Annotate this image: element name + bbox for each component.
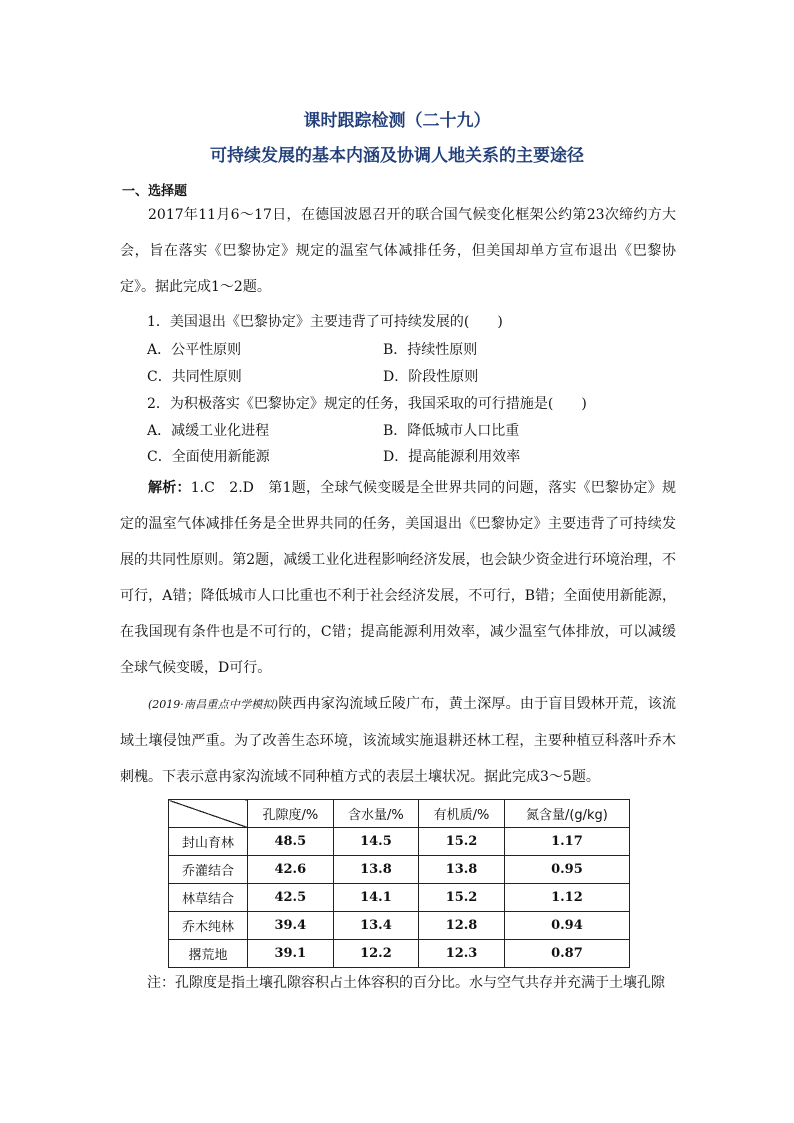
column-header-nitrogen: 氮含量/(g/kg) [504,800,629,828]
table-cell: 42.5 [248,884,334,912]
question-2-option-d: D．提高能源利用效率 [383,449,521,465]
row-header: 林草结合 [169,884,248,912]
analysis-answers: 1.C 2.D [190,480,254,496]
table-cell: 15.2 [419,884,505,912]
table-cell: 1.12 [504,884,629,912]
table-cell: 14.1 [333,884,419,912]
table-row [169,828,630,856]
question-1-option-a: A．公平性原则 [147,342,242,358]
table-corner-cell [169,800,248,828]
question-2-stem: 2．为积极落实《巴黎协定》规定的任务，我国采取的可行措施是( ) [147,396,587,412]
question-2-option-a: A．减缓工业化进程 [147,423,270,439]
question-2-option-c: C．全面使用新能源 [147,449,270,465]
table-cell: 14.5 [333,828,419,856]
table-row [169,940,630,968]
question-1-option-b: B．持续性原则 [383,342,478,358]
analysis-text: 第1题，全球气候变暖是全世界共同的问题，落实《巴黎协定》规定的温室气体减排任务是全世界共同的任务，美国退出《巴黎协定》主要违背了可持续发展的共同性原则。第2题，减缓工业化进程影响经济发展，也会缺少资金进行环境治理，不可行，A错；降低城市人口比重也不利于社会经济发展，不可行，B错；全面使用新能源，在我国现有条件也是不可行的，C错；提高能源利用效率，减少温室气体排放，可以减缓全球气候变暖，D可行。 [120,480,677,676]
intro-paragraph: 2017年11月6～17日，在德国波恩召开的联合国气候变化框架公约第23次缔约方大会，旨在落实《巴黎协定》规定的温室气体减排任务，但美国却单方宣布退出《巴黎协定》。据此完成1～2题。 [120,207,676,295]
column-header-porosity: 孔隙度/% [248,800,334,828]
question-1-option-d: D．阶段性原则 [383,369,479,385]
row-header: 撂荒地 [169,940,248,968]
table-cell: 12.8 [419,912,505,940]
table-cell: 12.3 [419,940,505,968]
column-header-organic-matter: 有机质/% [419,800,505,828]
table-cell: 42.6 [248,856,334,884]
page-subtitle: 可持续发展的基本内涵及协调人地关系的主要途径 [210,146,584,166]
passage-2-source: (2019·南昌重点中学模拟) [148,698,278,711]
question-1-stem: 1．美国退出《巴黎协定》主要违背了可持续发展的( ) [147,314,503,330]
section-heading: 一、选择题 [122,184,188,199]
question-1-option-c: C．共同性原则 [147,369,242,385]
table-header-row [169,800,630,828]
table-cell: 39.1 [248,940,334,968]
row-header: 封山育林 [169,828,248,856]
table-row [169,856,630,884]
table-cell: 13.4 [333,912,419,940]
question-2-option-b: B．降低城市人口比重 [383,423,520,439]
passage-2-paragraph [120,686,676,795]
row-header: 乔木纯林 [169,912,248,940]
analysis-paragraph [120,470,676,686]
column-header-water-content: 含水量/% [333,800,419,828]
table-note: 注：孔隙度是指土壤孔隙容积占土体容积的百分比。水与空气共存并充满于土壤孔隙 [147,975,665,991]
table-cell: 12.2 [333,940,419,968]
table-cell: 48.5 [248,828,334,856]
analysis-label: 解析： [148,480,191,496]
table-cell: 39.4 [248,912,334,940]
table-cell: 0.87 [504,940,629,968]
table-cell: 1.17 [504,828,629,856]
table-cell: 0.94 [504,912,629,940]
table-cell: 15.2 [419,828,505,856]
page-title: 课时跟踪检测（二十九） [303,111,491,131]
table-cell: 13.8 [333,856,419,884]
passage-2-text: 陕西冉家沟流域丘陵广布，黄土深厚。由于盲目毁林开荒，该流域土壤侵蚀严重。为了改善生态环境，该流域实施退耕还林工程，主要种植豆科落叶乔木刺槐。下表示意冉家沟流域不同种植方式的表层土壤状况。据此完成3～5题。 [120,696,676,785]
table-row [169,912,630,940]
table-cell: 13.8 [419,856,505,884]
soil-data-table [168,799,630,968]
table-cell: 0.95 [504,856,629,884]
row-header: 乔灌结合 [169,856,248,884]
table-row [169,884,630,912]
